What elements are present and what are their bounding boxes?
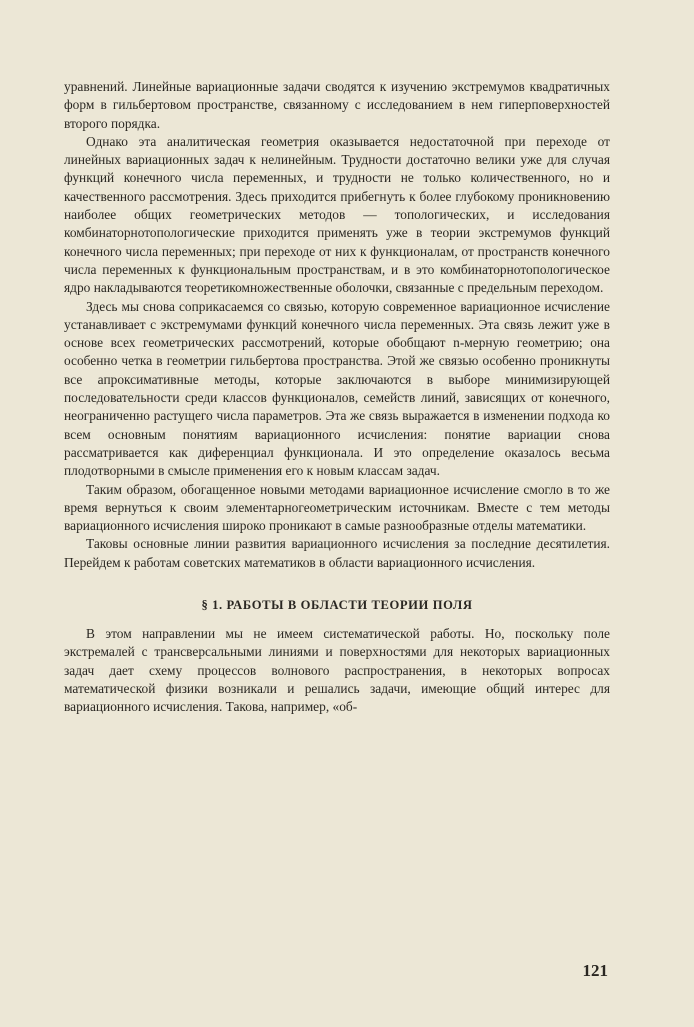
section-heading: § 1. РАБОТЫ В ОБЛАСТИ ТЕОРИИ ПОЛЯ bbox=[201, 598, 473, 613]
paragraph-analytic-geometry: Однако эта аналитическая геометрия оказывается недостаточной при переходе от линейных вариационных задач к нелинейным. Трудности достаточно велики уже для случая функций конечного числа переменных, и трудности не только количественного, но и качественного рассмотрения. Здесь приходится прибегнуть к более глубокому проникновению наиболее общих геометрических методов — топологических, и исследования комбинаторнотопологические приходится применять уже в теории экстремумов функций конечного числа переменных; при переходе от них к функционалам, от пространств конечного числа переменных к функциональным пространствам, и в это комбинаторнотопологическое ядро накладываются теоретикомножественные оболочки, связанные с предельным переходом. bbox=[64, 133, 610, 296]
paragraph-main-lines: Таковы основные линии развития вариационного исчисления за последние десятилетия. Перейдем к работам советских математиков в области вариационного исчисления. bbox=[64, 536, 610, 570]
paragraph-finite-variables: Здесь мы снова соприкасаемся со связью, которую современное вариационное исчисление устанавливает с экстремумами функций конечного числа переменных. Эта связь лежит уже в основе всех геометрических рассмотрений, которые обобщают n-мерную геометрию; она особенно четка в геометрии гильбертова пространства. Этой же связью особенно проникнуты все апроксимативные методы, которые заключаются в выборе минимизирующей последовательности среди классов функционалов, семейств линий, зависящих от конечного, неограниченно растущего числа параметров. Эта же связь выражается в изменении подхода ко всем основным понятиям вариационного исчисления: понятие вариации снова рассматривается как диференциал функционала. И это определение оказалось весьма плодотворными в смысле применения его к новым классам задач. bbox=[64, 298, 610, 479]
paragraph-field-theory: В этом направлении мы не имеем систематической работы. Но, поскольку поле экстремалей с трансверсальными линиями и поверхностями для некоторых вариационных задач дает схему процессов волнового распространения, в некоторых вопросах математической физики возникали и решались задачи, имеющие общий интерес для вариационного исчисления. Такова, например, «об- bbox=[64, 626, 610, 715]
paragraph-enriched-methods: Таким образом, обогащенное новыми методами вариационное исчисление смогло в то же время вернуться к своим элементарногеометрическим источникам. Вместе с тем методы вариационного исчисления широко проникают в самые разнообразные отделы математики. bbox=[64, 481, 610, 534]
paragraph-continuation: уравнений. Линейные вариационные задачи сводятся к изучению экстремумов квадратичных форм в гильбертовом пространстве, связанному с исследованием в нем гиперповерхностей второго порядка. bbox=[64, 79, 610, 131]
page-number: 121 bbox=[582, 961, 608, 980]
